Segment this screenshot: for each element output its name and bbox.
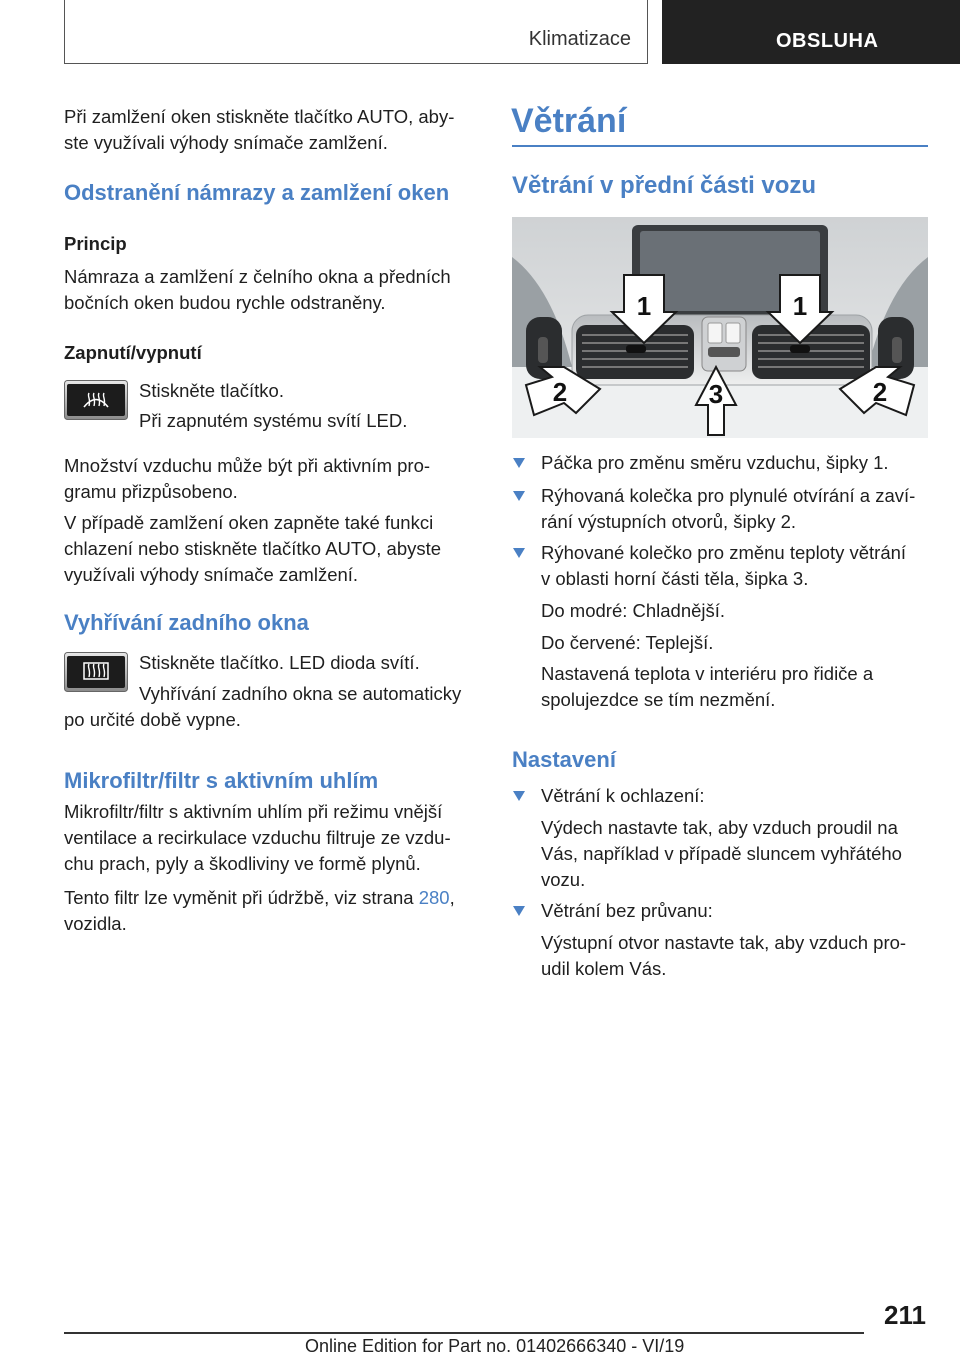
replace-comma: , [449,887,455,908]
footer-rule [64,1332,864,1334]
heading-on-off: Zapnutí/vypnutí [64,342,202,363]
principle-line-2: bočních oken budou rychle odstraněny. [64,292,386,313]
heading-ventilation: Větrání [511,102,627,140]
chapter-title: OBSLUHA [776,30,879,52]
setting-1-line-1: Výdech nastavte tak, aby vzduch proudil na [541,817,898,838]
heading-front-vent: Větrání v přední části vozu [512,172,817,199]
setting-1-icon [513,791,525,801]
front-defrost-button-icon [64,380,128,420]
intro-line-1: Při zamlžení oken stiskněte tlačítko AUTO, aby‐ [64,106,455,127]
replace-line-1 [64,885,455,911]
bullet-3-line-1: Rýhované kolečko pro změnu teploty větrání [541,542,907,563]
airflow-line-2: gramu přizpůsobeno. [64,481,238,502]
replace-text: Tento filtr lze vyměnit při údržbě, viz strana [64,887,419,908]
airflow-line-1: Množství vzduchu může být při aktivním pro‐ [64,455,431,476]
callout-2-right: 2 [872,377,888,407]
rear-auto-line-2: po určité době vypne. [64,709,241,730]
rear-press-text: Stiskněte tlačítko. LED dioda svítí. [139,652,420,673]
led-on-text: Při zapnutém systému svítí LED. [139,410,408,431]
bullet-1-icon [513,458,525,468]
filter-line-1: Mikrofiltr/filtr s aktivním uhlím při režimu vnější [64,801,443,822]
fog-line-3: využívali výhody snímače zamlžení. [64,564,359,585]
rear-defrost-button-icon [64,652,128,692]
heading-settings: Nastavení [512,747,616,772]
setting-1-line-3: vozu. [541,869,586,890]
setting-2-line-1: Výstupní otvor nastavte tak, aby vzduch pro‐ [541,932,907,953]
principle-line-1: Námraza a zamlžení z čelního okna a předních [64,266,451,287]
heading-defrost: Odstranění námrazy a zamlžení oken [64,180,450,205]
vent-illustration [512,217,928,438]
bullet-3-line-2: v oblasti horní části těla, šipka 3. [541,568,809,589]
edition-text: Online Edition for Part no. 01402666340 - VI/19 [305,1336,685,1356]
red-setting: Do červené: Teplejší. [541,632,714,653]
heading-rear-window: Vyhřívání zadního okna [64,610,309,635]
bullet-2-icon [513,491,525,501]
callout-2-left: 2 [552,377,568,407]
blue-setting: Do modré: Chladnější. [541,600,726,621]
callout-1-right: 1 [792,291,808,321]
setting-1-line-2: Vás, například v případě sluncem vyhřátého [541,843,902,864]
setting-2-line-2: udil kolem Vás. [541,958,667,979]
section-title: Klimatizace [528,28,631,50]
replace-line-2: vozidla. [64,913,127,934]
bullet-3-icon [513,548,525,558]
header-section-box [64,0,648,64]
heading-rule [512,145,928,147]
callout-3: 3 [708,379,724,409]
filter-line-3: chu prach, pyly a škodliviny ve formě plynů. [64,853,421,874]
page-link-280[interactable]: 280 [418,887,450,908]
filter-line-2: ventilace a recirkulace vzduchu filtruje ze vzdu‐ [64,827,451,848]
callout-1-left: 1 [636,291,652,321]
bullet-2-line-2: rání výstupních otvorů, šipky 2. [541,511,797,532]
page-number: 211 [884,1300,926,1330]
chapter-tab[interactable] [662,0,960,64]
setting-1-title: Větrání k ochlazení: [541,785,705,806]
rear-auto-line-1: Vyhřívání zadního okna se automaticky [139,683,462,704]
press-button-text: Stiskněte tlačítko. [139,380,284,401]
heading-principle: Princip [64,233,127,254]
temp-line-1: Nastavená teplota v interiéru pro řidiče a [541,663,874,684]
fog-line-2: chlazení nebo stiskněte tlačítko AUTO, abyste [64,538,442,559]
fog-line-1: V případě zamlžení oken zapněte také funkci [64,512,434,533]
heading-filter: Mikrofiltr/filtr s aktivním uhlím [64,768,379,793]
bullet-2-line-1: Rýhovaná kolečka pro plynulé otvírání a zaví‐ [541,485,916,506]
pointing-hand-icon [0,0,26,30]
temp-line-2: spolujezdce se tím nezmění. [541,689,776,710]
setting-2-icon [513,906,525,916]
bullet-1-text: Páčka pro změnu směru vzduchu, šipky 1. [541,452,889,473]
intro-line-2: ste využívali výhody snímače zamlžení. [64,132,388,153]
setting-2-title: Větrání bez průvanu: [541,900,713,921]
